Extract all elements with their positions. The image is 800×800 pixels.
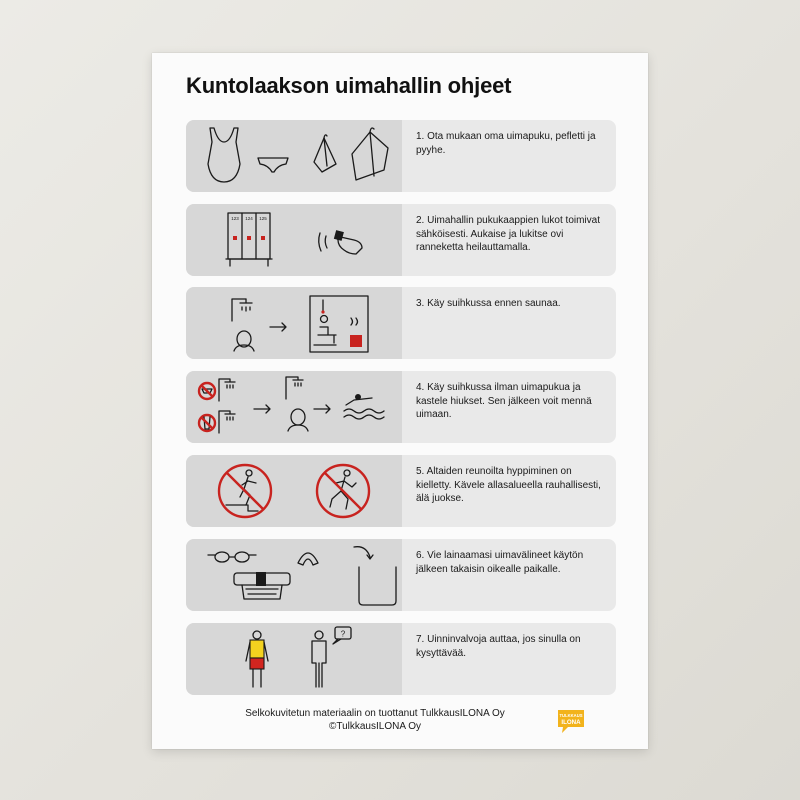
- instruction-illustration-5: [186, 455, 402, 527]
- logo-text-bottom: ILONA: [561, 719, 581, 726]
- question-bubble-text: ?: [340, 629, 346, 639]
- instruction-row-3: [186, 287, 616, 359]
- no-running-icon: [317, 465, 369, 517]
- instruction-text-4: 4. Käy suihkussa ilman uimapukua ja kastele hiukset. Sen jälkeen voit mennä uimaan.: [416, 382, 592, 420]
- instruction-row-2: [186, 204, 616, 276]
- instruction-row-5: [186, 455, 616, 527]
- instruction-text-1: 1. Ota mukaan oma uimapuku, pefletti ja pyyhe.: [416, 131, 596, 156]
- pool-noodle-icon: [298, 553, 318, 565]
- instruction-illustration-2: [186, 204, 402, 276]
- tulkkausilona-logo: [556, 708, 586, 734]
- instruction-text-3: 3. Käy suihkussa ennen saunaa.: [416, 298, 561, 309]
- instruction-illustration-1: [186, 120, 402, 192]
- shower-icon: [232, 299, 252, 321]
- footer-credit: [186, 707, 564, 733]
- wet-hair-icon: [286, 377, 308, 431]
- no-jumping-icon: [219, 465, 271, 517]
- shower-icon: [219, 379, 235, 433]
- lifeguard-icon: [246, 631, 268, 687]
- sauna-icon: [310, 296, 368, 352]
- swim-belt-icon: [234, 572, 290, 599]
- instruction-text-7: 7. Uinninvalvoja auttaa, jos sinulla on kysyttävää.: [416, 634, 581, 659]
- swimmer-icon: [344, 394, 384, 419]
- return-bin-icon: [359, 567, 396, 605]
- footer-producer-line: Selkokuvitetun materiaalin on tuottanut TulkkausILONA Oy: [245, 708, 505, 719]
- instruction-illustration-4: [186, 371, 402, 443]
- return-arrow-icon: [354, 547, 373, 559]
- instruction-text-2: 2. Uimahallin pukukaappien lukot toimivat sähköisesti. Aukaise ja lukitse ovi ranneketta heilauttamalla.: [416, 215, 600, 253]
- arrow-right-icon: [270, 323, 286, 331]
- instruction-row-4: [186, 371, 616, 443]
- wristband-icon: [319, 230, 362, 254]
- instruction-text-6: 6. Vie lainaamasi uimavälineet käytön jälkeen takaisin oikealle paikalle.: [416, 550, 584, 575]
- instruction-poster: [152, 53, 648, 749]
- locker-number-125: 125: [259, 216, 267, 221]
- instruction-illustration-3: [186, 287, 402, 359]
- instruction-row-7: [186, 623, 616, 695]
- locker-number-123: 123: [231, 216, 239, 221]
- person-showering-icon: [234, 331, 254, 351]
- towel-icon: [352, 128, 388, 180]
- pefletti-icon: [314, 135, 336, 172]
- instruction-row-6: [186, 539, 616, 611]
- swim-briefs-icon: [258, 158, 288, 172]
- instruction-text-5: 5. Altaiden reunoilta hyppiminen on kielletty. Kävele allasalueella rauhallisesti, älä juokse.: [416, 466, 601, 504]
- instruction-illustration-7: [186, 623, 402, 695]
- swimsuit-icon: [208, 128, 240, 182]
- poster-title: Kuntolaakson uimahallin ohjeet: [186, 73, 512, 98]
- goggles-icon: [208, 552, 256, 562]
- arrow-right-icon: [254, 405, 270, 413]
- logo-text-top: TULKKAUS: [559, 713, 583, 718]
- instruction-illustration-6: [186, 539, 402, 611]
- question-person-icon: [312, 627, 351, 687]
- locker-number-124: 124: [245, 216, 253, 221]
- footer-copyright-line: ©TulkkausILONA Oy: [328, 721, 422, 732]
- locker-icon: [226, 213, 272, 266]
- instruction-row-1: [186, 120, 616, 192]
- arrow-right-icon: [314, 405, 330, 413]
- no-swimwear-icon: [199, 383, 215, 431]
